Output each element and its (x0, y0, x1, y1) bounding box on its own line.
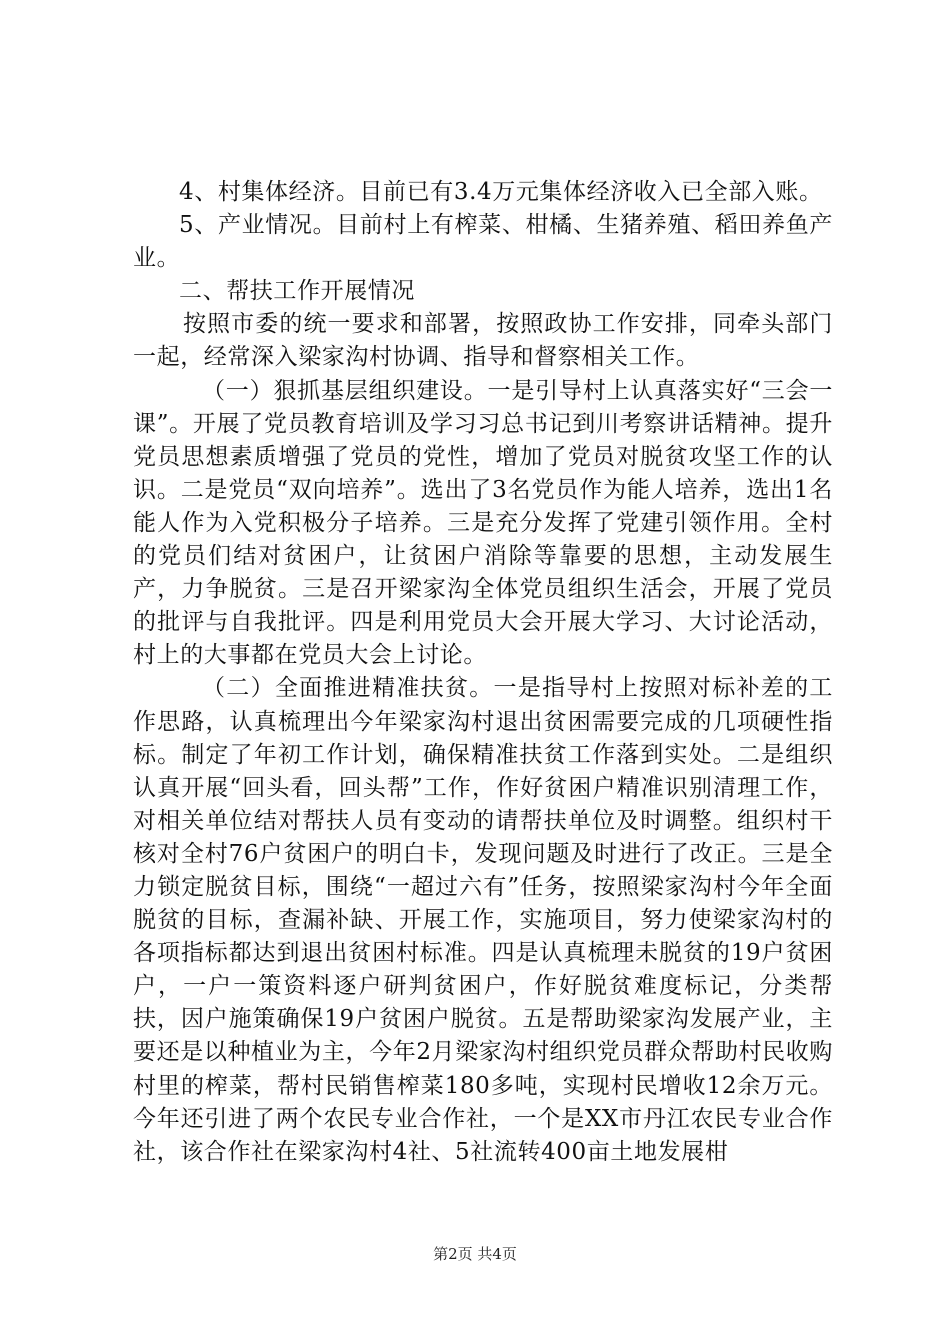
paragraph-industry-status: 5、产业情况。目前村上有榨菜、柑橘、生猪养殖、稻田养鱼产业。 (133, 212, 833, 272)
paragraph-arrangement: 按照市委的统一要求和部署，按照政协工作安排，同牵头部门一起，经常深入梁家沟村协调、指导和督察相关工作。 (133, 311, 833, 371)
document-body (133, 176, 833, 1169)
section-heading-assistance: 二、帮扶工作开展情况 (179, 278, 415, 305)
paragraph-poverty-alleviation: （二）全面推进精准扶贫。一是指导村上按照对标补差的工作思路，认真梳理出今年梁家沟村退出贫困需要完成的几项硬性指标。制定了年初工作计划，确保精准扶贫工作落到实处。二是组织认真开展“回头看，回头帮”工作，作好贫困户精准识别清理工作，对相关单位结对帮扶人员有变动的请帮扶单位及时调整。组织村干核对全村76户贫困户的明白卡，发现问题及时进行了改正。三是全力锁定脱贫目标，围绕“一超过六有”任务，按照梁家沟村今年全面脱贫的目标，查漏补缺、开展工作，实施项目，努力使梁家沟村的各项指标都达到退出贫困村标准。四是认真梳理未脱贫的19户贫困户，一户一策资料逐户研判贫困户，作好脱贫难度标记，分类帮扶，因户施策确保19户贫困户脱贫。五是帮助梁家沟发展产业，主要还是以种植业为主，今年2月梁家沟村组织党员群众帮助村民收购村里的榨菜，帮村民销售榨菜180多吨，实现村民增收12余万元。今年还引进了两个农民专业合作社，一个是XX市丹江农民专业合作社，该合作社在梁家沟村4社、5社流转400亩土地发展柑 (133, 675, 833, 1165)
page-number-footer: 第2页 共4页 (433, 1245, 517, 1263)
paragraph-collective-economy: 4、村集体经济。目前已有3.4万元集体经济收入已全部入账。 (179, 179, 823, 205)
paragraph-party-building: （一）狠抓基层组织建设。一是引导村上认真落实好“三会一课”。开展了党员教育培训及学习习总书记到川考察讲话精神。提升党员思想素质增强了党员的党性，增加了党员对脱贫攻坚工作的认识。二是党员“双向培养”。选出了3名党员作为能人培养，选出1名能人作为入党积极分子培养。三是充分发挥了党建引领作用。全村的党员们结对贫困户，让贫困户消除等靠要的思想，主动发展生产，力争脱贫。三是召开梁家沟全体党员组织生活会，开展了党员的批评与自我批评。四是利用党员大会开展大学习、大讨论活动，村上的大事都在党员大会上讨论。 (133, 377, 833, 669)
